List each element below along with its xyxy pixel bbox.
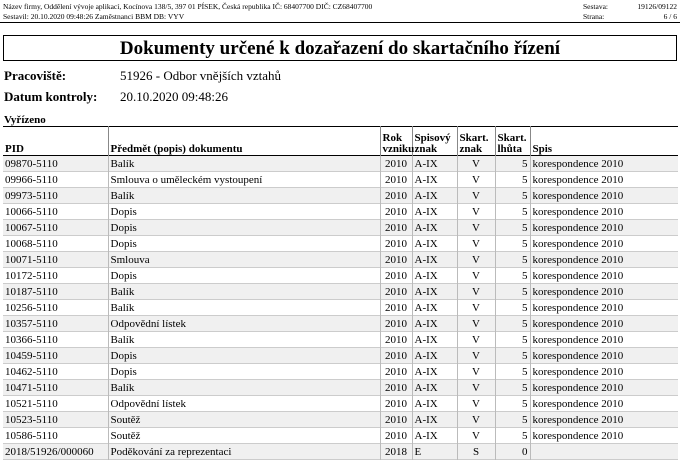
cell-shred-period: 5 xyxy=(495,412,530,428)
cell-file: korespondence 2010 xyxy=(530,396,678,412)
table-row xyxy=(3,428,678,444)
table-header-row xyxy=(3,127,678,156)
header-divider xyxy=(0,22,680,23)
cell-shred-mark: V xyxy=(457,332,495,348)
cell-file-mark: A-IX xyxy=(412,380,457,396)
cell-shred-period: 5 xyxy=(495,156,530,172)
cell-year: 2010 xyxy=(380,364,412,380)
cell-year: 2010 xyxy=(380,268,412,284)
cell-file: korespondence 2010 xyxy=(530,188,678,204)
header-company-info xyxy=(3,2,372,22)
col-subject: Předmět (popis) dokumentu xyxy=(108,127,380,156)
col-shred-mark: Skart. znak xyxy=(457,127,495,156)
cell-subject: Dopis xyxy=(108,236,380,252)
table-row xyxy=(3,316,678,332)
cell-subject: Odpovědní lístek xyxy=(108,316,380,332)
cell-shred-mark: V xyxy=(457,220,495,236)
cell-file: korespondence 2010 xyxy=(530,412,678,428)
cell-pid: 10187-5110 xyxy=(5,285,58,298)
cell-pid: 09973-5110 xyxy=(5,189,58,202)
cell-shred-mark: V xyxy=(457,172,495,188)
cell-file: korespondence 2010 xyxy=(530,204,678,220)
cell-pid: 10462-5110 xyxy=(5,365,58,378)
documents-table xyxy=(3,126,678,460)
cell-shred-period: 5 xyxy=(495,300,530,316)
cell-year: 2018 xyxy=(380,444,412,460)
report-number: 19126/09122 xyxy=(637,2,677,11)
page-label: Strana: xyxy=(583,12,605,21)
date-row xyxy=(4,89,228,105)
col-year: Rok vzniku xyxy=(380,127,412,156)
cell-file-mark: A-IX xyxy=(412,156,457,172)
cell-pid: 10071-5110 xyxy=(5,253,58,266)
cell-pid: 10521-5110 xyxy=(5,397,58,410)
cell-shred-mark: V xyxy=(457,396,495,412)
cell-subject: Poděkování za reprezentaci xyxy=(108,444,380,460)
table-row xyxy=(3,204,678,220)
cell-file: korespondence 2010 xyxy=(530,172,678,188)
cell-year: 2010 xyxy=(380,300,412,316)
cell-shred-mark: V xyxy=(457,316,495,332)
cell-file-mark: A-IX xyxy=(412,316,457,332)
cell-shred-mark: V xyxy=(457,380,495,396)
cell-shred-period: 5 xyxy=(495,316,530,332)
cell-subject: Soutěž xyxy=(108,428,380,444)
cell-shred-mark: V xyxy=(457,284,495,300)
cell-file-mark: A-IX xyxy=(412,268,457,284)
cell-subject: Smlouva o uměleckém vystoupení xyxy=(108,172,380,188)
table-row xyxy=(3,412,678,428)
cell-subject: Balík xyxy=(108,300,380,316)
cell-year: 2010 xyxy=(380,204,412,220)
cell-shred-mark: V xyxy=(457,156,495,172)
workplace-label: Pracoviště: xyxy=(4,68,67,83)
cell-year: 2010 xyxy=(380,236,412,252)
table-row xyxy=(3,284,678,300)
cell-shred-period: 5 xyxy=(495,364,530,380)
cell-file: korespondence 2010 xyxy=(530,252,678,268)
cell-file: korespondence 2010 xyxy=(530,300,678,316)
cell-file: korespondence 2010 xyxy=(530,364,678,380)
cell-file-mark: E xyxy=(412,444,457,460)
cell-subject: Smlouva xyxy=(108,252,380,268)
cell-pid: 10586-5110 xyxy=(5,429,58,442)
cell-shred-mark: V xyxy=(457,188,495,204)
cell-pid: 10523-5110 xyxy=(5,413,58,426)
header-line-author: Sestavil: 20.10.2020 09:48:26 Zaměstnanci BBM DB: VYV xyxy=(3,12,185,21)
cell-shred-period: 5 xyxy=(495,428,530,444)
cell-shred-mark: V xyxy=(457,204,495,220)
cell-file-mark: A-IX xyxy=(412,204,457,220)
cell-file-mark: A-IX xyxy=(412,396,457,412)
cell-file xyxy=(530,444,678,460)
cell-file: korespondence 2010 xyxy=(530,332,678,348)
workplace-value: 51926 - Odbor vnějších vztahů xyxy=(120,68,282,83)
cell-file-mark: A-IX xyxy=(412,172,457,188)
table-row xyxy=(3,380,678,396)
cell-shred-period: 5 xyxy=(495,284,530,300)
cell-subject: Odpovědní lístek xyxy=(108,396,380,412)
cell-shred-mark: V xyxy=(457,364,495,380)
cell-year: 2010 xyxy=(380,220,412,236)
cell-pid: 09870-5110 xyxy=(5,157,58,170)
cell-shred-mark: S xyxy=(457,444,495,460)
page-number: 6 / 6 xyxy=(663,12,677,21)
cell-year: 2010 xyxy=(380,172,412,188)
cell-pid: 10068-5110 xyxy=(5,237,58,250)
cell-shred-mark: V xyxy=(457,428,495,444)
table-row xyxy=(3,364,678,380)
cell-file: korespondence 2010 xyxy=(530,284,678,300)
cell-shred-period: 5 xyxy=(495,268,530,284)
cell-pid: 10067-5110 xyxy=(5,221,58,234)
cell-shred-period: 5 xyxy=(495,236,530,252)
cell-pid: 10357-5110 xyxy=(5,317,58,330)
cell-shred-mark: V xyxy=(457,268,495,284)
cell-shred-period: 5 xyxy=(495,252,530,268)
col-file: Spis xyxy=(530,127,678,156)
cell-pid: 10459-5110 xyxy=(5,349,58,362)
cell-pid: 10172-5110 xyxy=(5,269,58,282)
cell-subject: Dopis xyxy=(108,220,380,236)
cell-file: korespondence 2010 xyxy=(530,428,678,444)
cell-year: 2010 xyxy=(380,332,412,348)
cell-pid: 10066-5110 xyxy=(5,205,58,218)
document-title: Dokumenty určené k dozařazení do skartačního řízení xyxy=(3,35,677,61)
cell-file-mark: A-IX xyxy=(412,428,457,444)
cell-file: korespondence 2010 xyxy=(530,380,678,396)
cell-shred-mark: V xyxy=(457,252,495,268)
cell-subject: Dopis xyxy=(108,364,380,380)
cell-subject: Balík xyxy=(108,156,380,172)
cell-shred-mark: V xyxy=(457,412,495,428)
cell-year: 2010 xyxy=(380,428,412,444)
report-label: Sestava: xyxy=(583,2,608,11)
cell-subject: Balík xyxy=(108,188,380,204)
cell-file-mark: A-IX xyxy=(412,364,457,380)
section-title: Vyřízeno xyxy=(4,114,46,126)
cell-year: 2010 xyxy=(380,412,412,428)
cell-year: 2010 xyxy=(380,156,412,172)
cell-file-mark: A-IX xyxy=(412,284,457,300)
cell-file: korespondence 2010 xyxy=(530,316,678,332)
cell-pid: 2018/51926/000060 xyxy=(5,445,94,458)
cell-shred-mark: V xyxy=(457,348,495,364)
cell-shred-period: 5 xyxy=(495,204,530,220)
cell-year: 2010 xyxy=(380,284,412,300)
cell-file: korespondence 2010 xyxy=(530,220,678,236)
col-file-mark: Spisový znak xyxy=(412,127,457,156)
cell-shred-period: 5 xyxy=(495,172,530,188)
table-row xyxy=(3,252,678,268)
table-row xyxy=(3,236,678,252)
cell-file: korespondence 2010 xyxy=(530,268,678,284)
cell-pid: 10366-5110 xyxy=(5,333,58,346)
cell-file-mark: A-IX xyxy=(412,348,457,364)
table-row xyxy=(3,172,678,188)
cell-file-mark: A-IX xyxy=(412,220,457,236)
table-row xyxy=(3,220,678,236)
cell-subject: Dopis xyxy=(108,204,380,220)
cell-file-mark: A-IX xyxy=(412,188,457,204)
cell-year: 2010 xyxy=(380,348,412,364)
header-page-row xyxy=(583,12,677,22)
cell-file: korespondence 2010 xyxy=(530,156,678,172)
cell-file-mark: A-IX xyxy=(412,300,457,316)
report-header xyxy=(0,0,680,22)
cell-subject: Dopis xyxy=(108,268,380,284)
table-row xyxy=(3,156,678,172)
table-row xyxy=(3,188,678,204)
cell-file-mark: A-IX xyxy=(412,236,457,252)
header-report-meta xyxy=(583,2,677,22)
cell-pid: 10471-5110 xyxy=(5,381,58,394)
cell-year: 2010 xyxy=(380,380,412,396)
cell-year: 2010 xyxy=(380,188,412,204)
col-shred-period: Skart. lhůta xyxy=(495,127,530,156)
cell-shred-period: 5 xyxy=(495,332,530,348)
cell-file: korespondence 2010 xyxy=(530,236,678,252)
cell-shred-period: 5 xyxy=(495,188,530,204)
cell-shred-mark: V xyxy=(457,236,495,252)
cell-pid: 10256-5110 xyxy=(5,301,58,314)
date-label: Datum kontroly: xyxy=(4,89,98,104)
cell-shred-mark: V xyxy=(457,300,495,316)
cell-subject: Balík xyxy=(108,284,380,300)
table-row xyxy=(3,396,678,412)
cell-year: 2010 xyxy=(380,396,412,412)
cell-year: 2010 xyxy=(380,316,412,332)
table-row xyxy=(3,332,678,348)
cell-shred-period: 5 xyxy=(495,348,530,364)
cell-shred-period: 5 xyxy=(495,396,530,412)
header-report-row xyxy=(583,2,677,12)
header-line-company: Název firmy, Oddělení vývoje aplikací, Kocínova 138/5, 397 01 PÍSEK, Česká republika IČ: 68407700 DIČ: CZ68407700 xyxy=(3,2,373,11)
cell-file-mark: A-IX xyxy=(412,412,457,428)
workplace-row xyxy=(4,68,281,84)
table-row xyxy=(3,444,678,460)
table-row xyxy=(3,300,678,316)
cell-subject: Balík xyxy=(108,332,380,348)
cell-year: 2010 xyxy=(380,252,412,268)
cell-subject: Soutěž xyxy=(108,412,380,428)
cell-shred-period: 0 xyxy=(495,444,530,460)
cell-file-mark: A-IX xyxy=(412,332,457,348)
cell-shred-period: 5 xyxy=(495,220,530,236)
cell-subject: Balík xyxy=(108,380,380,396)
cell-file-mark: A-IX xyxy=(412,252,457,268)
col-pid: PID xyxy=(5,143,24,155)
table-row xyxy=(3,348,678,364)
cell-subject: Dopis xyxy=(108,348,380,364)
date-value: 20.10.2020 09:48:26 xyxy=(120,89,228,104)
cell-shred-period: 5 xyxy=(495,380,530,396)
cell-file: korespondence 2010 xyxy=(530,348,678,364)
table-row xyxy=(3,268,678,284)
cell-pid: 09966-5110 xyxy=(5,173,58,186)
